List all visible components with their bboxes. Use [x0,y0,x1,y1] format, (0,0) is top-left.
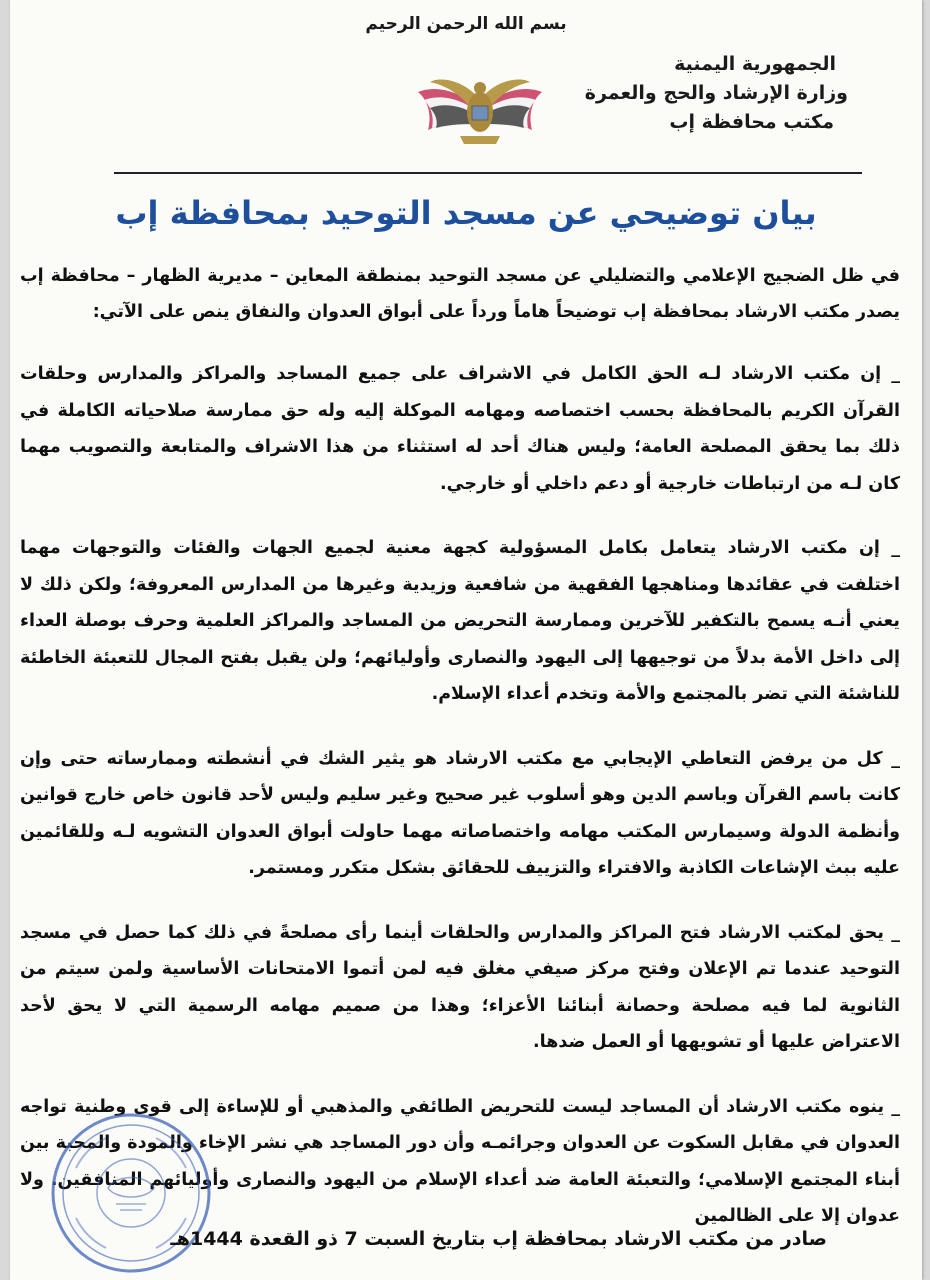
header-divider [114,172,862,174]
yemen-emblem-icon [410,70,550,150]
official-stamp-icon [46,1108,216,1278]
basmala: بسم الله الرحمن الرحيم [365,14,567,34]
letterhead-office: مكتب محافظة إب [669,111,834,133]
intro-paragraph: في ظل الضجيج الإعلامي والتضليلي عن مسجد التوحيد بمنطقة المعاين – مديرية الظهار – محافظة إب يصدر مكتب الارشاد بمحافظة إب توضيحاً هاماً ورداً على أبواق العدوان والنفاق ينص على الآتي: [20,266,900,322]
letterhead [585,50,848,137]
statement-paragraph-5: _ ينوه مكتب الارشاد أن المساجد ليست للتحريض الطائفي والمذهبي أو للإساءة إلى قوى وطنية تواجه العدوان في مقابل السكوت عن العدوان وجرائمـه وأن دور المساجد هي نشر الإخاء والمودة والمحبة بين أبناء المجتمع الإسلامي؛ والتعبئة العامة ضد أعداء الإسلام من اليهود والنصارى وأوليائهم المنافقين. ولا عدوان إلا على الظالمين [20,1096,900,1226]
letterhead-country: الجمهورية اليمنية [674,53,836,75]
page-title: بيان توضيحي عن مسجد التوحيد بمحافظة إب [115,194,817,232]
statement-paragraph-3: _ كل من يرفض التعاطي الإيجابي مع مكتب الارشاد هو يثير الشك في أنشطته وممارساته حتى وإن كانت باسم القرآن وباسم الدين وهو أسلوب غير صحيح وغير سليم وليس لأحد قانون خاص خارج قوانين وأنظمة الدولة وسيمارس المكتب مهامه واختصاصاته مهما حاولت أبواق العدوان التشويه لـه وللقائمين عليه ببث الإشاعات الكاذبة والافتراء والتزييف للحقائق بشكل متكرر ومستمر. [20,748,900,878]
document-page [10,0,922,1280]
statement-paragraph-2: _ إن مكتب الارشاد يتعامل بكامل المسؤولية كجهة معنية لجميع الجهات والفئات والتوجهات مهما اختلفت في عقائدها ومناهجها الفقهية من شافعية وزيدية وغيرها من المدارس المعروفة؛ ولكن ذلك لا يعني أنـه يسمح بالتكفير للآخرين وممارسة التحريض من المساجد والمراكز العلمية وحرف بوصلة العداء إلى داخل الأمة بدلاً من توجيهها إلى اليهود والنصارى وأوليائهم؛ ولن يقبل بفتح المجال للتعبئة الخاطئة للناشئة التي تضر بالمجتمع والأمة وتخدم أعداء الإسلام. [20,538,900,704]
letterhead-ministry: وزارة الإرشاد والحج والعمرة [584,82,848,104]
statement-paragraph-1: _ إن مكتب الارشاد لـه الحق الكامل في الاشراف على جميع المساجد والمراكز والمدارس وحلقات القرآن الكريم بالمحافظة بحسب اختصاصه ومهامه الموكلة إليه وله حق ممارسة صلاحياته الكاملة في ذلك بما يحقق المصلحة العامة؛ وليس هناك أحد له استثناء من هذا الاشراف والمتابعة والتصويب مهما كان لـه من ارتباطات خارجية أو دعم داخلي أو خارجي. [20,364,900,494]
statement-paragraph-4: _ يحق لمكتب الارشاد فتح المراكز والمدارس والحلقات أينما رأى مصلحةً في ذلك كما حصل في مسجد التوحيد عندما تم الإعلان وفتح مركز صيفي مغلق فيه لمن أتموا الامتحانات الأساسية ولمن سيتم من الثانوية لما فيه مصلحة وحصانة أبنائنا الأعزاء؛ وهذا من صميم مهامه الرسمية التي لا يحق لأحد الاعتراض عليها أو تشويهها أو العمل ضدها. [20,922,900,1052]
issue-footer: صادر من مكتب الارشاد بمحافظة إب بتاريخ السبت 7 ذو القعدة 1444هـ [170,1228,827,1250]
